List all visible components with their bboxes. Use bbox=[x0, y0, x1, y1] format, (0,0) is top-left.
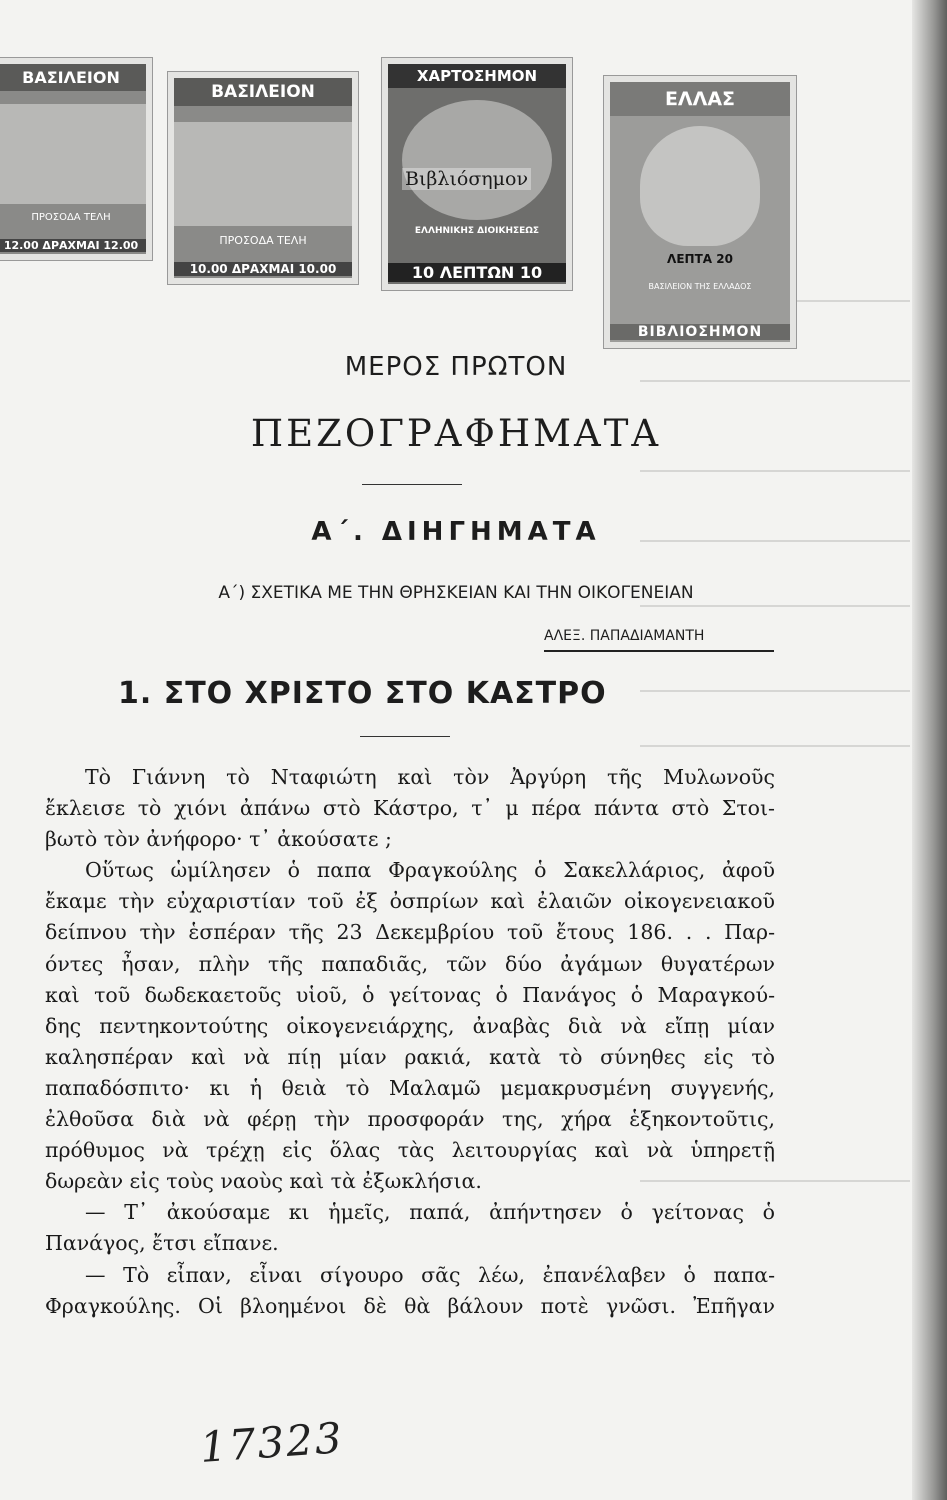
book-edge bbox=[912, 0, 947, 1500]
text-line: δείπνου τὴν ἑσπέραν τῆς 23 Δεκεμβρίου τοῦ ἔτους 186. . . Παρ- bbox=[45, 920, 775, 945]
book-stamp: ΕΛΛΑΣ ΛΕΠΤΑ 20 ΒΑΣΙΛΕΙΟΝ ΤΗΣ ΕΛΛΑΔΟΣ ΒΙΒΛΙΟΣΗΜΟΝ bbox=[604, 76, 796, 348]
revenue-stamp-2: ΒΑΣΙΛΕΙΟΝ ΠΡΟΣΟΔΑ ΤΕΛΗ 10.00 ΔΡΑΧΜΑΙ 10.00 bbox=[168, 72, 358, 284]
revenue-stamp-1: ΒΑΣΙΛΕΙΟΝ ΠΡΟΣΟΔΑ ΤΕΛΗ 12.00 ΔΡΑΧΜΑΙ 12.00 bbox=[0, 58, 152, 260]
text-line: δωρεὰν εἰς τοὺς ναοὺς καὶ τὰ ἐξωκλήσια. bbox=[45, 1169, 482, 1194]
title-rule bbox=[362, 484, 462, 485]
text-line: Πανάγος, ἔτσι εἴπανε. bbox=[45, 1231, 279, 1256]
text-line: — Τ᾽ ἀκούσαμε κι ἡμεῖς, παπά, ἀπήντησεν ὁ γείτονας ὁ bbox=[85, 1200, 775, 1225]
text-line: ἔκαμε τὴν εὐχαριστίαν τοῦ ἐξ ὀσπρίων καὶ ἐλαιῶν οἰκογενειακοῦ bbox=[45, 889, 775, 914]
author-rule bbox=[544, 650, 774, 652]
text-line: παπαδόσπιτο· κι ἡ θειὰ τὸ Μαλαμῶ μεμακρυσμένη συγγενής, bbox=[45, 1075, 775, 1100]
text-line: ἔκλεισε τὸ χιόνι ἀπάνω στὸ Κάστρο, τ᾽ μ πέρα πάντα στὸ Στοι- bbox=[45, 796, 775, 821]
story-rule bbox=[360, 736, 450, 737]
text-line: Οὕτως ὡμίλησεν ὁ παπα Φραγκούλης ὁ Σακελλάριος, ἀφοῦ bbox=[85, 858, 775, 883]
author-name: ΑΛΕΞ. ΠΑΠΑΔΙΑΜΑΝΤΗ bbox=[544, 628, 705, 644]
text-line: όντες ἦσαν, πλὴν τῆς παπαδιᾶς, τῶν δύο ἀγάμων θυγατέρων bbox=[45, 951, 775, 976]
story-title: 1. ΣΤΟ ΧΡΙΣΤΟ ΣΤΟ ΚΑΣΤΡΟ bbox=[118, 676, 607, 711]
text-line: Τὸ Γιάννη τὸ Νταφιώτη καὶ τὸν Ἀργύρη τῆς Μυλωνοῦς bbox=[85, 765, 775, 789]
main-title: ΠΕΖΟΓΡΑΦΗΜΑΤΑ bbox=[250, 412, 662, 455]
overprint-text: Βιβλιόσημον bbox=[402, 168, 531, 190]
text-line: δης πεντηκοντούτης οἰκογενειάρχης, ἀναβὰς διὰ νὰ εἴπῃ μίαν bbox=[45, 1013, 775, 1038]
part-heading: ΜΕΡΟΣ ΠΡΩΤΟΝ bbox=[344, 352, 568, 382]
section-heading: Α΄. ΔΙΗΓΗΜΑΤΑ bbox=[311, 517, 601, 547]
story-body bbox=[45, 762, 775, 1322]
text-line: βωτὸ τὸν ἀνήφορο· τ᾽ ἀκούσατε ; bbox=[45, 827, 392, 852]
text-line: πρόθυμος νὰ τρέχῃ εἰς ὅλας τὰς λειτουργίας καὶ νὰ ὑπηρετῇ bbox=[45, 1138, 775, 1163]
chartosimon-stamp: ΧΑΡΤΟΣΗΜΟΝ ΕΛΛΗΝΙΚΗΣ ΔΙΟΙΚΗΣΕΩΣ 10 ΛΕΠΤΩΝ 10 bbox=[382, 58, 572, 290]
text-line: — Τὸ εἶπαν, εἶναι σίγουρο σᾶς λέω, ἐπανέλαβεν ὁ παπα- bbox=[85, 1262, 775, 1287]
text-line: ἐλθοῦσα διὰ νὰ φέρῃ τὴν προσφοράν της, χήρα ἑξηκοντοῦτις, bbox=[45, 1107, 775, 1132]
text-line: καλησπέραν καὶ νὰ πίῃ μίαν ρακιά, κατὰ τὸ σύνηθες εἰς τὸ bbox=[45, 1044, 775, 1069]
subsection-heading: Α΄) ΣΧΕΤΙΚΑ ΜΕ ΤΗΝ ΘΡΗΣΚΕΙΑΝ ΚΑΙ ΤΗΝ ΟΙΚΟΓΕΝΕΙΑΝ bbox=[218, 583, 694, 603]
handwritten-number: 17323 bbox=[198, 1413, 346, 1472]
text-line: Φραγκούλης. Οἱ βλοημένοι δὲ θὰ βάλουν ποτὲ γνῶσι. Ἐπῆγαν bbox=[45, 1293, 775, 1318]
text-line: καὶ τοῦ δωδεκαετοῦς υἱοῦ, ὁ γείτονας ὁ Πανάγος ὁ Μαραγκού- bbox=[45, 982, 775, 1007]
